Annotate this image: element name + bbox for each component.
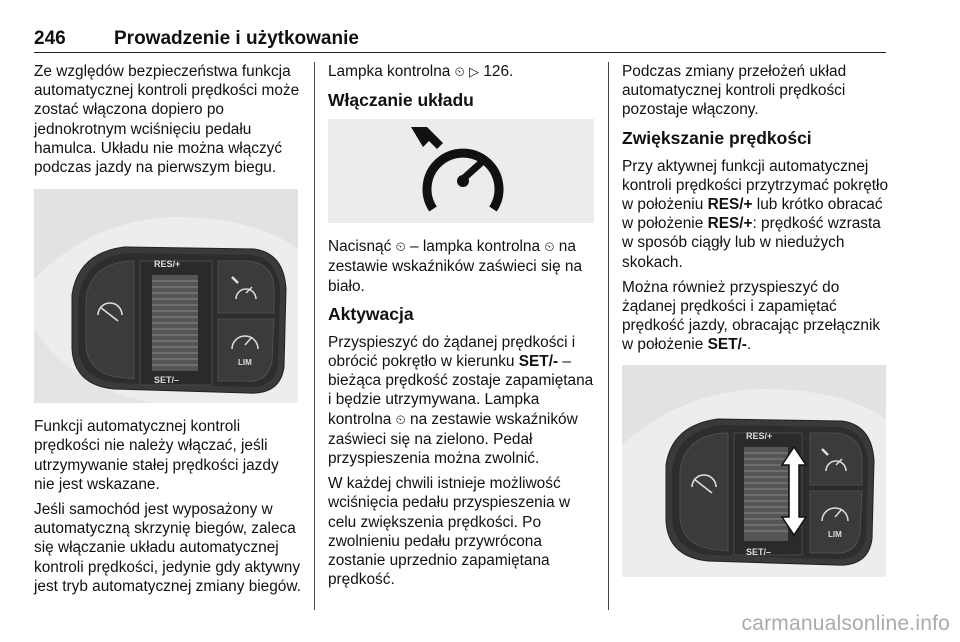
paragraph-activation: Przyspieszyć do żądanej prędkości i obrócić pokrętło w kierunku SET/- – bieżąca prędkość zostaje zapamiętana i będzie utrzymywana. Lampka kontrolna ⏲ na zestawie wskaźników zaświeci się na zielono. Pedał przyspieszenia można zwolnić. — [328, 333, 594, 468]
paragraph-automatic: Jeśli samochód jest wyposażony w automatyczną skrzynię biegów, zaleca się włączanie układu automatycznej kontroli prędkości, jedynie gdy aktywny jest tryb automatycznej zmiany biegów. — [34, 501, 301, 595]
paragraph-accelerator: W każdej chwili istnieje możliwość wciśnięcia pedału przyspieszenia w celu zwiększenia prędkości. Po zwolnieniu pedału przywrócona zostanie uprzednio zapamiętana prędkość. — [328, 475, 571, 589]
reference-arrow-icon: ▷ — [469, 65, 480, 80]
set-label: SET/– — [746, 546, 772, 557]
lim-label: LIM — [238, 358, 252, 368]
heading-increase-speed: Zwiększanie prędkości — [622, 127, 812, 148]
column-1 — [34, 62, 302, 602]
thumbwheel-figure — [622, 365, 886, 577]
column-divider-2 — [608, 62, 609, 610]
heading-switch-on: Włączanie układu — [328, 90, 474, 111]
page-header — [34, 26, 886, 53]
cruise-indicator-icon: ⏲ — [544, 240, 555, 256]
heading-activation: Aktywacja — [328, 303, 414, 324]
cruise-control-large-icon — [411, 127, 499, 209]
paragraph-increase: Przy aktywnej funkcji automatycznej kontroli prędkości przytrzymać pokrętło w położeniu RES/+ lub krótko obracać w położenie RES/+: prędkość wzrasta w sposób ciągły lub w niedużych skokach. — [622, 157, 889, 271]
cruise-indicator-icon: ⏲ — [395, 240, 406, 256]
paragraph-safety: Ze względów bezpieczeństwa funkcja automatycznej kontroli prędkości może zostać włączona dopiero po jednokrotnym wciśnięciu pedału hamulca. Układu nie można włączyć podczas jazdy na pierwszym biegu. — [34, 63, 300, 177]
res-label: RES/+ — [746, 430, 773, 441]
column-2 — [328, 62, 594, 595]
paragraph-press: Nacisnąć ⏲ – lampka kontrolna ⏲ na zestawie wskaźników zaświeci się na biało. — [328, 238, 583, 295]
cruise-control-symbol-figure — [328, 119, 594, 223]
paragraph-indicator: Lampka kontrolna ⏲ ▷ 126. — [328, 63, 514, 80]
running-title: Prowadzenie i użytkowanie — [114, 28, 359, 49]
column-divider-1 — [314, 62, 315, 610]
paragraph-warning: Funkcji automatycznej kontroli prędkości nie należy włączać, jeśli utrzymywanie stałej prędkości jazdy nie jest wskazane. — [34, 418, 279, 493]
lim-label: LIM — [828, 529, 842, 539]
paragraph-accelerate-store: Można również przyspieszyć do żądanej prędkości i zapamiętać prędkość jazdy, obracając przełącznik w położenie SET/-. — [622, 278, 881, 354]
column-3 — [622, 62, 888, 577]
cruise-indicator-icon: ⏲ — [454, 65, 465, 80]
page-number: 246 — [34, 28, 66, 49]
steering-controls-figure — [34, 189, 298, 403]
res-label: RES/+ — [154, 259, 181, 270]
paragraph-gear-change: Podczas zmiany przełożeń układ automatycznej kontroli prędkości pozostaje włączony. — [622, 63, 847, 119]
cruise-indicator-icon: ⏲ — [395, 412, 406, 428]
watermark: carmanualsonline.info — [741, 612, 950, 635]
set-label: SET/– — [154, 375, 180, 386]
